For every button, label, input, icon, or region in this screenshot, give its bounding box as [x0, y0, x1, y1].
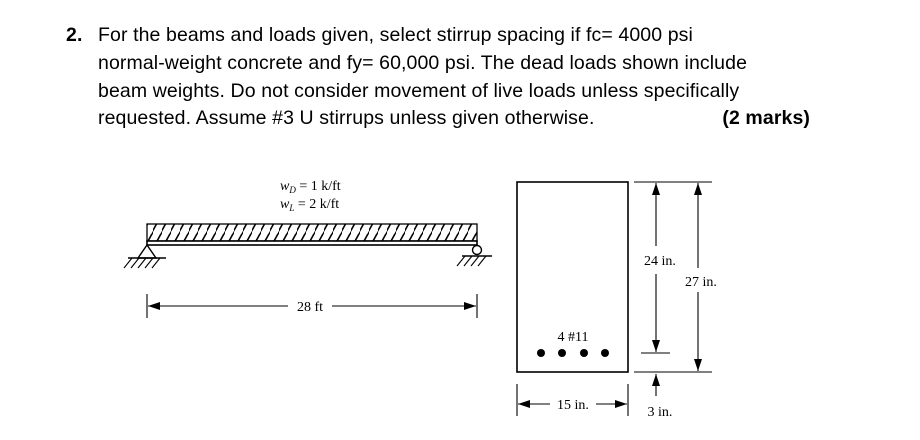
depth-dimension — [644, 183, 676, 352]
width-label: 15 in. — [557, 398, 589, 413]
span-label: 28 ft — [296, 300, 324, 315]
rebar-dot — [537, 349, 545, 357]
marks-label: (2 marks) — [722, 107, 810, 130]
section-figure — [517, 182, 717, 420]
distributed-load — [147, 224, 477, 241]
total-height-label: 27 in. — [685, 275, 717, 290]
live-load-text: $w_L = 2$ k/ft — [280, 197, 340, 213]
question-line-2: normal-weight concrete and fy= 60,000 psi. The dead loads shown include — [98, 51, 748, 74]
beam-figure — [124, 179, 492, 318]
beam — [147, 241, 477, 245]
question-line-1: For the beams and loads given, select stirrup spacing if fc= 4000 psi — [98, 24, 693, 46]
bars-label: 4 #11 — [557, 330, 589, 345]
roller-support-icon — [457, 246, 492, 267]
question-number: 2. — [66, 24, 83, 46]
pin-support-icon — [124, 245, 166, 268]
rebar-dot — [601, 349, 609, 357]
rebar-dot — [558, 349, 566, 357]
question-line-3: beam weights. Do not consider movement of live loads unless specifically — [98, 79, 740, 102]
cover-dimension — [648, 374, 673, 420]
cover-label: 3 in. — [647, 405, 673, 420]
question-line-4-text: requested. Assume #3 U stirrups unless given otherwise. — [98, 107, 595, 130]
dead-load-text: $w_D = 1$ k/ft — [280, 179, 341, 195]
width-dimension — [517, 384, 628, 416]
total-height-dimension — [685, 183, 717, 371]
span-dimension — [147, 294, 477, 318]
height-label: 24 in. — [644, 254, 676, 269]
rebar-dot — [580, 349, 588, 357]
